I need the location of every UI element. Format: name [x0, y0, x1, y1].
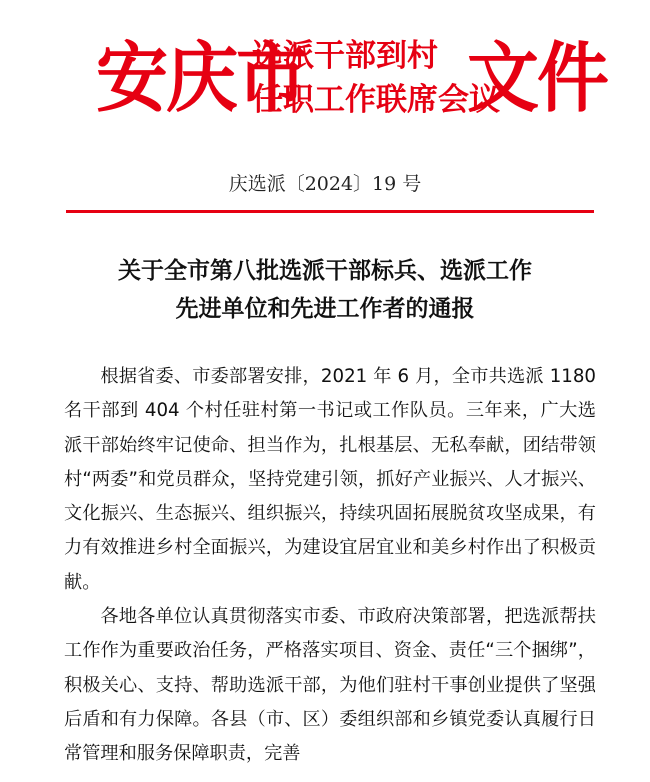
- masthead-issuer-line-2: 任职工作联席会议: [252, 82, 500, 118]
- red-divider-line: [66, 210, 594, 213]
- title-line-1: 关于全市第八批选派干部标兵、选派工作: [118, 258, 532, 284]
- document-title: [0, 252, 650, 328]
- body-paragraph-2: 各地各单位认真贯彻落实市委、市政府决策部署，把选派帮扶工作作为重要政治任务，严格落实项目、资金、责任“三个捆绑”，积极关心、支持、帮助选派干部，为他们驻村干事创业提供了坚强后盾和有力保障。各县（市、区）委组织部和乡镇党委认真履行日常管理和服务保障职责，完善: [64, 606, 596, 765]
- masthead-issuer-line-1: 选派干部到村: [252, 38, 438, 74]
- masthead-issuer: [252, 34, 500, 122]
- masthead-document: 文件: [467, 33, 608, 123]
- masthead-city: 安庆市: [96, 33, 307, 123]
- document-body: [64, 360, 596, 772]
- document-number: 庆选派〔2024〕19 号: [228, 173, 422, 195]
- title-line-2: 先进单位和先进工作者的通报: [175, 296, 475, 322]
- body-paragraph-1: 根据省委、市委部署安排，2021 年 6 月，全市共选派 1180 名干部到 404 个村任驻村第一书记或工作队员。三年来，广大选派干部始终牢记使命、担当作为，扎根基层、无私奉献，团结带领村“两委”和党员群众，坚持党建引领，抓好产业振兴、人才振兴、文化振兴、生态振兴、组织振兴，持续巩固拓展脱贫攻坚成果，有力有效推进乡村全面振兴，为建设宜居宜业和美乡村作出了积极贡献。: [64, 366, 596, 593]
- document-masthead: [0, 26, 650, 134]
